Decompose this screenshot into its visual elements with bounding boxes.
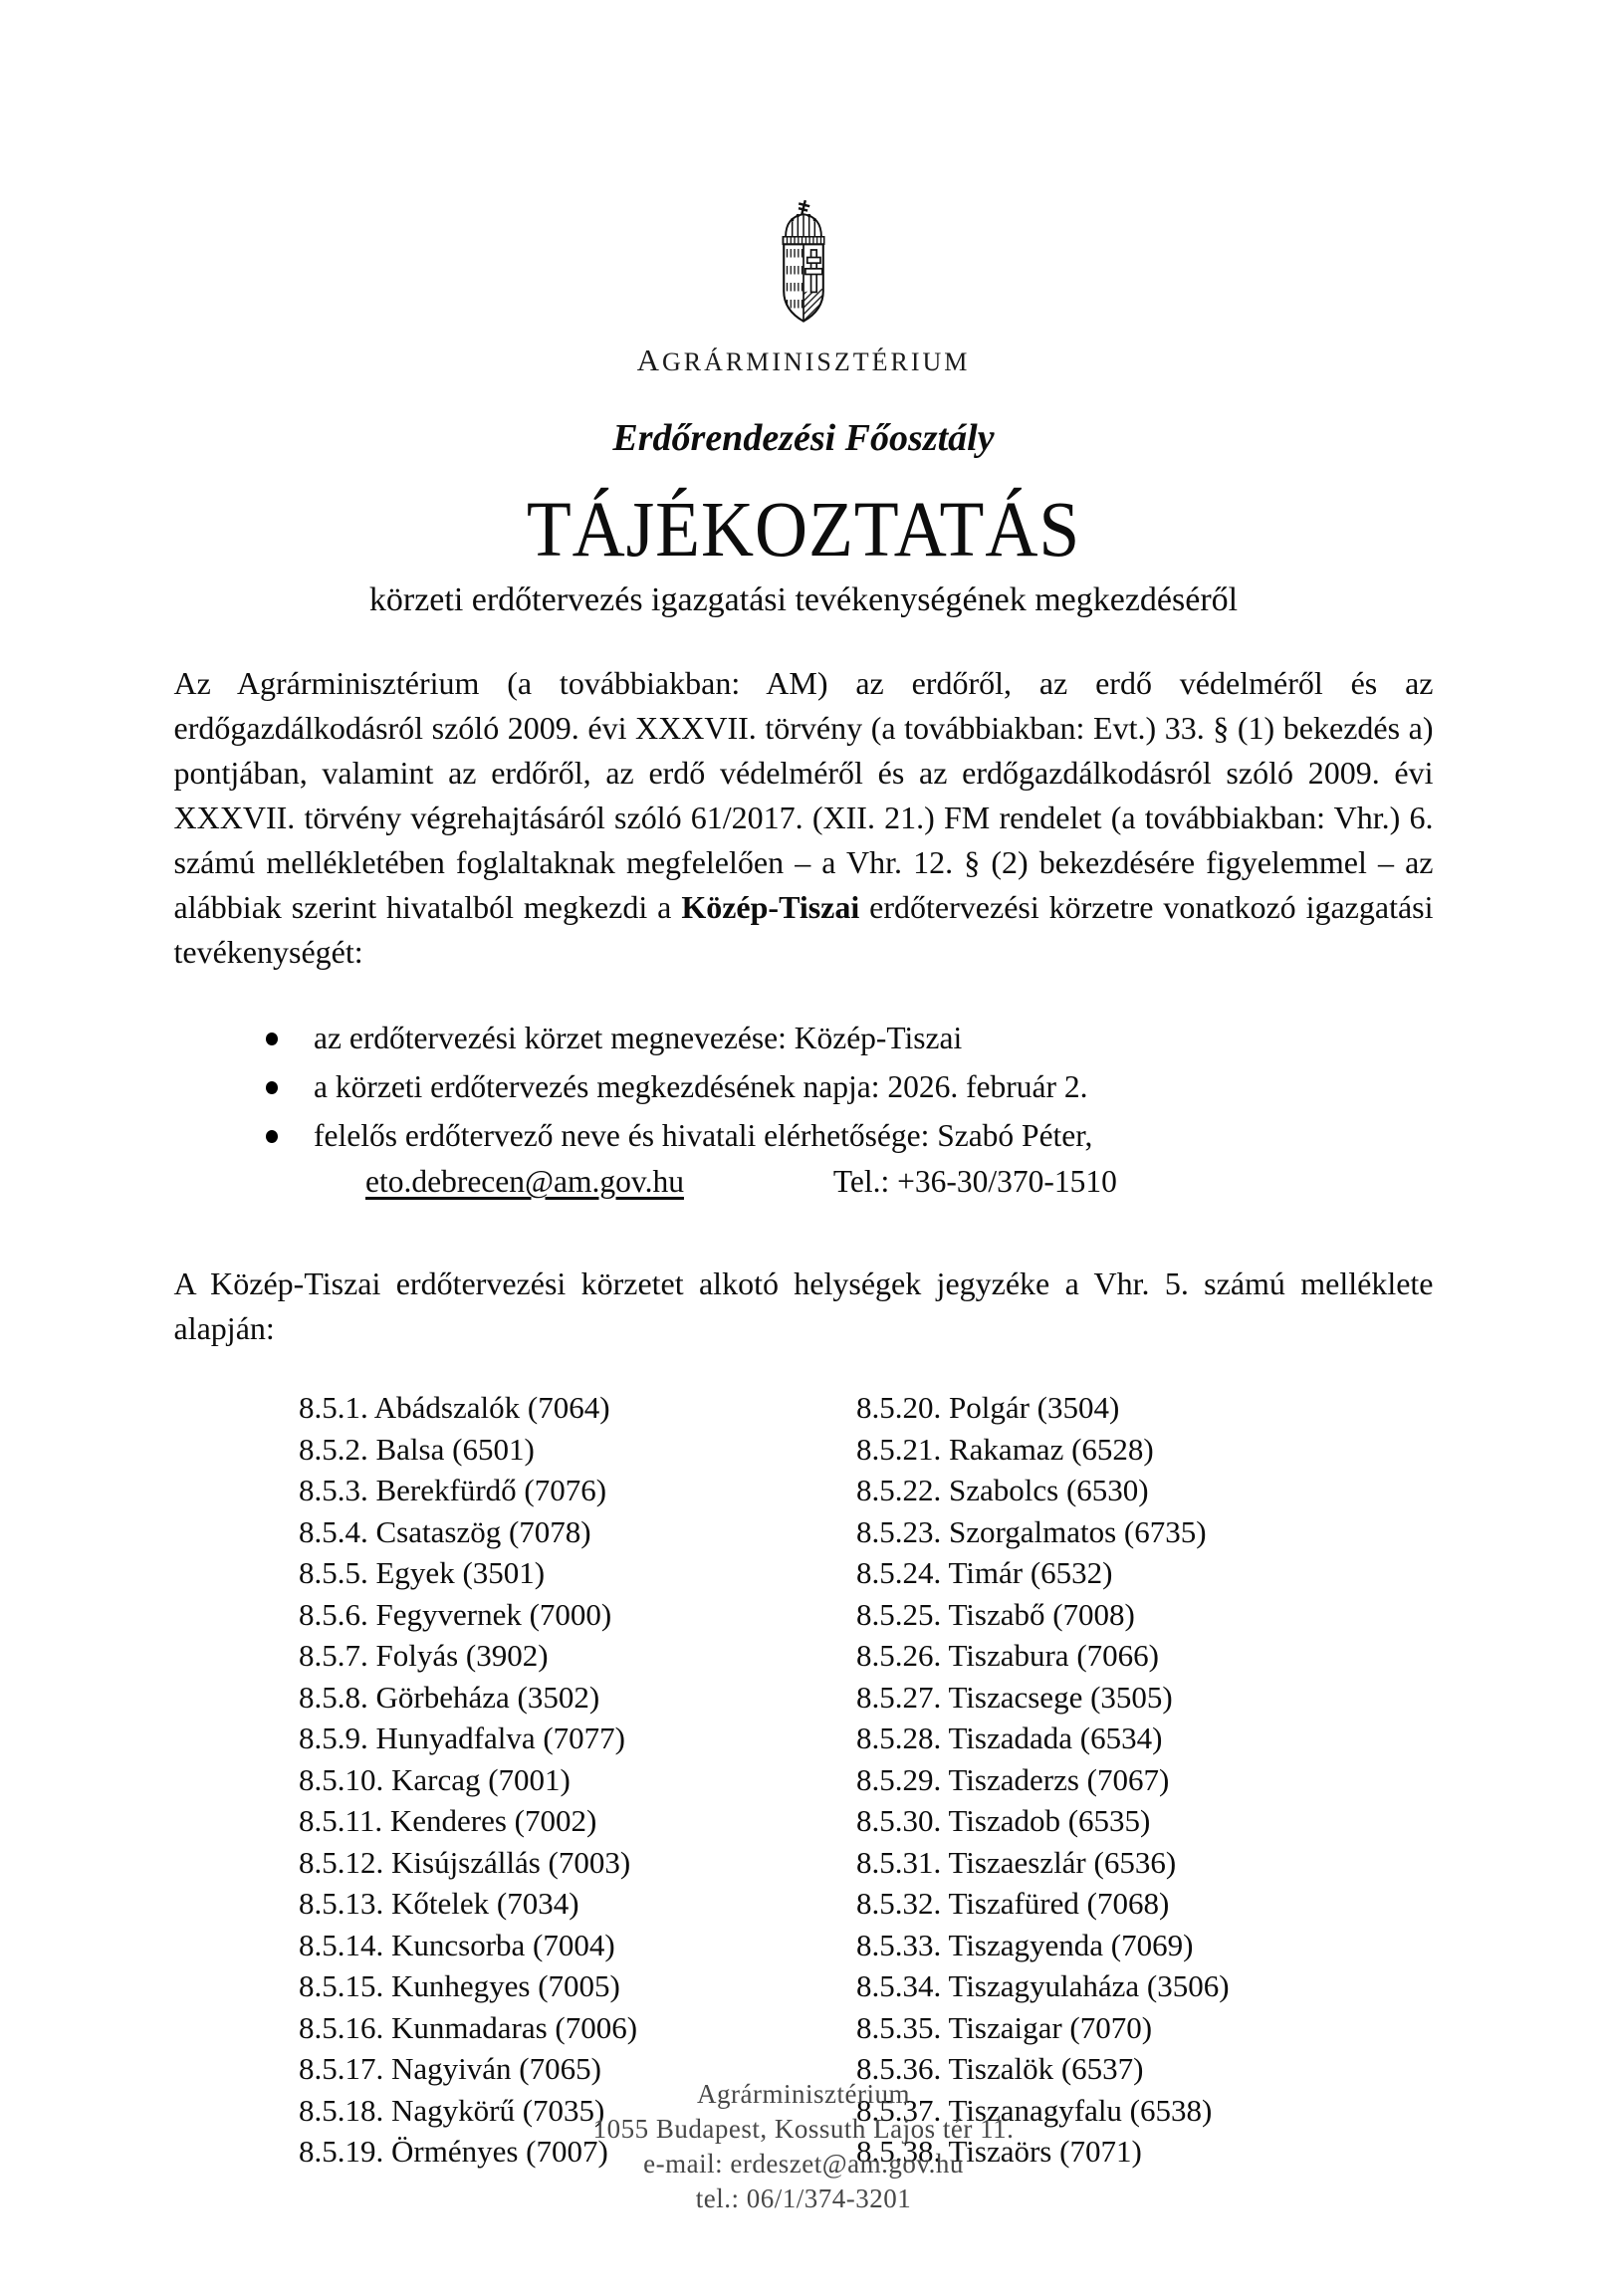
- list-item: 8.5.32. Tiszafüred (7068): [856, 1886, 1170, 1921]
- list-item: 8.5.19. Örményes (7007): [299, 2134, 608, 2169]
- list-item: 8.5.8. Görbeháza (3502): [299, 1679, 600, 1715]
- list-item: 8.5.17. Nagyiván (7065): [299, 2051, 601, 2086]
- list-item: 8.5.27. Tiszacsege (3505): [856, 1679, 1173, 1715]
- list-item: 8.5.26. Tiszabura (7066): [856, 1638, 1159, 1673]
- list-item-responsible-planner: [264, 1116, 1359, 1202]
- list-item: 8.5.33. Tiszagyenda (7069): [856, 1927, 1194, 1962]
- footer-email: e-mail: erdeszet@am.gov.hu: [643, 2149, 964, 2179]
- list-item: 8.5.24. Timár (6532): [856, 1555, 1113, 1590]
- intro-paragraph: [174, 661, 1434, 975]
- hungarian-coat-of-arms-icon: [771, 199, 836, 333]
- footer-address: 1055 Budapest, Kossuth Lajos tér 11.: [592, 2114, 1015, 2144]
- bullet-text: az erdőtervezési körzet megnevezése: Közép-Tiszai: [314, 1021, 963, 1055]
- list-item: 8.5.11. Kenderes (7002): [299, 1803, 597, 1838]
- list-item: 8.5.14. Kuncsorba (7004): [299, 1927, 615, 1962]
- bullet-text: felelős erdőtervező neve és hivatali elérhetősége: Szabó Péter,: [314, 1118, 1093, 1153]
- list-item: 8.5.9. Hunyadfalva (7077): [299, 1721, 625, 1755]
- list-item: 8.5.5. Egyek (3501): [299, 1555, 546, 1590]
- list-item: 8.5.31. Tiszaeszlár (6536): [856, 1844, 1177, 1880]
- footer-org: Agrárminisztérium: [697, 2079, 910, 2109]
- document-header: [0, 199, 1607, 619]
- planner-email: eto.debrecen@am.gov.hu: [365, 1164, 684, 1199]
- list-item: 8.5.4. Csataszög (7078): [299, 1513, 591, 1549]
- municipality-column-left: [299, 1387, 856, 2173]
- list-item: 8.5.28. Tiszadada (6534): [856, 1721, 1163, 1755]
- department-name: Erdőrendezési Főosztály: [612, 417, 995, 459]
- list-item: 8.5.37. Tiszanagyfalu (6538): [856, 2092, 1213, 2128]
- planner-phone: Tel.: +36-30/370-1510: [832, 1164, 1117, 1199]
- list-item: 8.5.1. Abádszalók (7064): [299, 1390, 610, 1425]
- list-item-district-name: [264, 1019, 1359, 1058]
- list-item: 8.5.3. Berekfürdő (7076): [299, 1473, 607, 1507]
- list-item: 8.5.15. Kunhegyes (7005): [299, 1968, 620, 2003]
- list-item: 8.5.16. Kunmadaras (7006): [299, 2009, 638, 2045]
- list-item: 8.5.7. Folyás (3902): [299, 1638, 549, 1673]
- municipality-list: [0, 1387, 1607, 2173]
- list-item: 8.5.23. Szorgalmatos (6735): [856, 1513, 1207, 1549]
- document-subtitle: körzeti erdőtervezés igazgatási tevékenységének megkezdéséről: [368, 581, 1239, 618]
- contact-line: [365, 1162, 1359, 1202]
- list-item: 8.5.6. Fegyvernek (7000): [299, 1596, 612, 1632]
- list-item: 8.5.10. Karcag (7001): [299, 1761, 571, 1797]
- document-footer: [0, 2077, 1607, 2216]
- list-item: 8.5.38. Tiszaörs (7071): [856, 2134, 1142, 2169]
- document-title: TÁJÉKOZTATÁS: [526, 487, 1081, 574]
- list-item-start-date: [264, 1067, 1359, 1107]
- list-item: 8.5.36. Tiszalök (6537): [856, 2051, 1144, 2086]
- municipality-list-intro: A Közép-Tiszai erdőtervezési körzetet alkotó helységek jegyzéke a Vhr. 5. számú melléklete alapján:: [173, 1265, 1434, 1346]
- municipality-column-right: [856, 1387, 1454, 2173]
- list-item: 8.5.25. Tiszabő (7008): [856, 1596, 1135, 1632]
- list-item: 8.5.12. Kisújszállás (7003): [299, 1844, 631, 1880]
- intro-text-part1: Az Agrárminisztérium (a továbbiakban: AM) az erdőről, az erdő védelméről és az erdőgazdálkodásról szóló 2009. évi XXXVII. törvény (a továbbiakban: Evt.) 33. § (1) bekezdés a) pontjában, valamint az erdőről, az erdő védelméről és az erdőgazdálkodásról szóló 2009. évi XXXVII. törvény végrehajtásáról szóló 61/2017. (XII. 21.) FM rendelet (a továbbiakban: Vhr.) 6. számú mellékletében foglaltaknak megfelelően – a Vhr. 12. § (2) bekezdésére figyelemmel – az alábbiak szerint hivatalból megkezdi a: [173, 665, 1434, 925]
- list-item: 8.5.35. Tiszaigar (7070): [856, 2009, 1153, 2045]
- list-item: 8.5.2. Balsa (6501): [299, 1431, 535, 1467]
- list-item: 8.5.34. Tiszagyulaháza (3506): [856, 1968, 1230, 2003]
- key-facts-list: [264, 1019, 1359, 1202]
- list-item: 8.5.29. Tiszaderzs (7067): [856, 1761, 1170, 1797]
- ministry-name: AGRÁRMINISZTÉRIUM: [636, 343, 971, 377]
- list-item: 8.5.22. Szabolcs (6530): [856, 1473, 1149, 1507]
- list-item: 8.5.21. Rakamaz (6528): [856, 1431, 1154, 1467]
- bullet-text: a körzeti erdőtervezés megkezdésének napja: 2026. február 2.: [314, 1069, 1088, 1104]
- list-item: 8.5.20. Polgár (3504): [856, 1390, 1120, 1425]
- list-item: 8.5.18. Nagykörű (7035): [299, 2092, 605, 2128]
- intro-text-bold: Közép-Tiszai: [681, 889, 860, 925]
- list-item: 8.5.30. Tiszadob (6535): [856, 1803, 1151, 1838]
- intro-text-part2: erdőtervezési körzetre vonatkozó igazgatási tevékenységét:: [173, 889, 1434, 970]
- list-item: 8.5.13. Kőtelek (7034): [299, 1886, 579, 1921]
- footer-phone: tel.: 06/1/374-3201: [695, 2183, 912, 2213]
